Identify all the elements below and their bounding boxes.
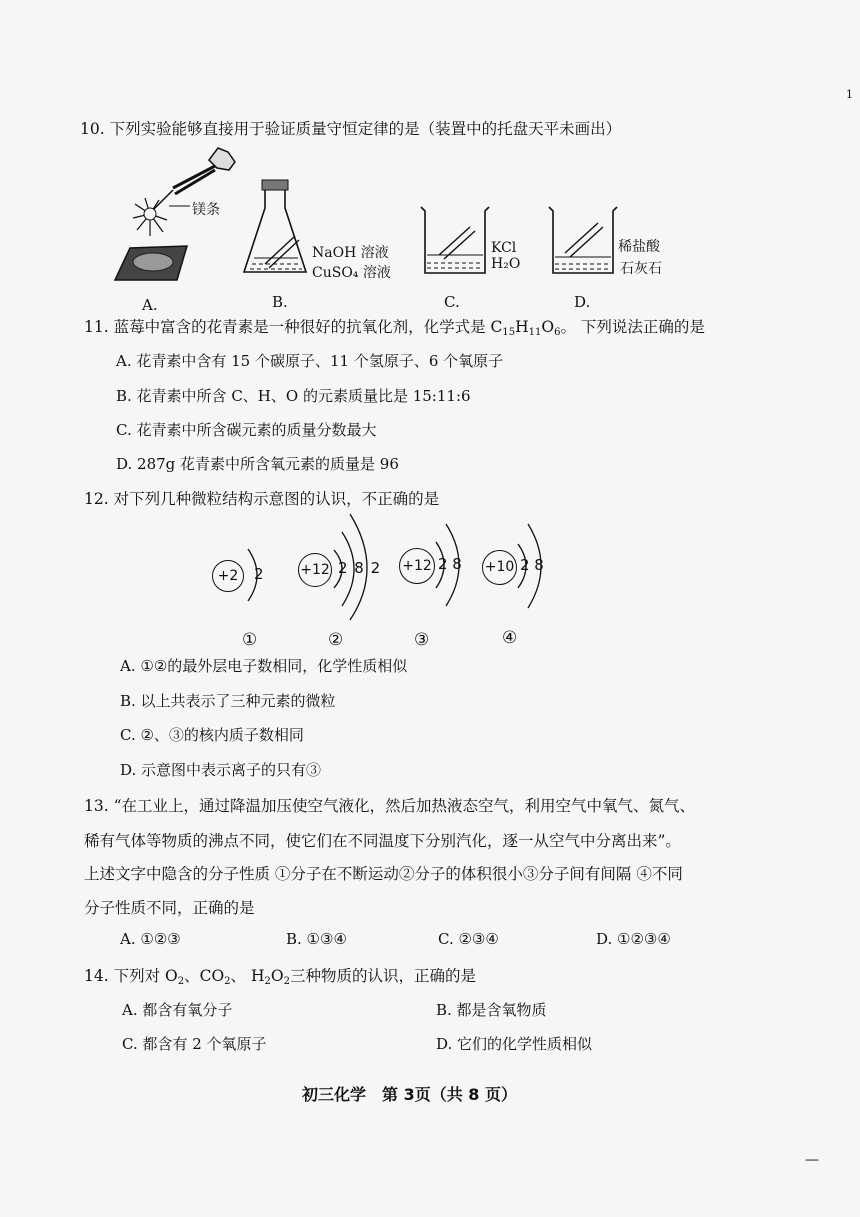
atom-3-nucleus: +12 [399, 548, 435, 584]
q11-formula-c: 15 [502, 327, 516, 338]
label-naoh-solution: NaOH 溶液 [312, 245, 389, 261]
q11-stem [84, 315, 705, 338]
q14-h-sub: 2 [264, 976, 271, 987]
q11-formula-h: H [515, 318, 529, 336]
q12-stem: 12. 对下列几种微粒结构示意图的认识，不正确的是 [84, 490, 440, 508]
q11-formula-h-count: 11 [528, 327, 542, 338]
label-h2o: H₂O [491, 256, 521, 272]
atom-4-label: ④ [502, 628, 518, 648]
q11-option-b: B. 花青素中所含 C、H、O 的元素质量比是 15:11:6 [116, 387, 471, 405]
q14-stem [84, 964, 476, 987]
atom-3-electrons: 2 8 [438, 555, 462, 573]
q10-apparatus-c [415, 205, 495, 277]
q13-option-a: A. ①②③ [120, 930, 181, 948]
label-kcl: KCl [491, 240, 517, 256]
q10-apparatus-b [240, 178, 320, 278]
q11-formula-o-count: 6 [554, 327, 561, 338]
q11-option-d: D. 287g 花青素中所含氧元素的质量是 96 [116, 455, 399, 473]
q14-o-sub: 2 [283, 976, 290, 987]
q10-choice-d: D. [574, 293, 591, 311]
q13-line-2: 稀有气体等物质的沸点不同，使它们在不同温度下分别汽化，逐一从空气中分离出来”。 [84, 832, 681, 850]
q13-line-4: 分子性质不同，正确的是 [84, 899, 255, 917]
q14-option-d: D. 它们的化学性质相似 [436, 1035, 593, 1053]
q14-stem-h2o2: 、 H [230, 967, 265, 985]
label-dilute-hcl: 稀盐酸 [618, 239, 660, 255]
q13-option-c: C. ②③④ [438, 930, 499, 948]
q10-choice-c: C. [444, 293, 460, 311]
q14-stem-co2: 、CO [184, 967, 225, 985]
q13-option-d: D. ①②③④ [596, 930, 671, 948]
q10-stem: 10. 下列实验能够直接用于验证质量守恒定律的是（装置中的托盘天平未画出） [80, 120, 622, 138]
q13-option-b: B. ①③④ [286, 930, 347, 948]
atom-2-nucleus: +12 [298, 553, 332, 587]
atom-1-nucleus: +2 [212, 560, 244, 592]
q11-stem-text: 11. 蓝莓中富含的花青素是一种很好的抗氧化剂，化学式是 C [84, 318, 503, 336]
q10-apparatus-d [543, 205, 623, 277]
q14-stem-start: 14. 下列对 O [84, 967, 178, 985]
page-footer: 初三化学 第 3页（共 8 页） [302, 1085, 517, 1104]
label-limestone: 石灰石 [620, 261, 662, 277]
q12-option-c: C. ②、③的核内质子数相同 [120, 726, 304, 744]
q14-option-c: C. 都含有 2 个氧原子 [122, 1035, 267, 1053]
atom-2-electrons: 2 8 2 [338, 559, 382, 577]
q13-line-3: 上述文字中隐含的分子性质 ①分子在不断运动②分子的体积很小③分子间有间隔 ④不同 [84, 865, 683, 883]
q10-choice-a: A. [142, 296, 158, 314]
q12-option-b: B. 以上共表示了三种元素的微粒 [120, 692, 336, 710]
atom-4-nucleus: +10 [482, 550, 517, 585]
q14-stem-o: O [270, 967, 284, 985]
q11-formula-o: O [541, 318, 555, 336]
atom-1-label: ① [242, 630, 258, 650]
label-cuso4-solution: CuSO₄ 溶液 [312, 265, 391, 281]
atom-3-label: ③ [414, 630, 430, 650]
q13-line-1: 13. “在工业上，通过降温加压使空气液化，然后加热液态空气，利用空气中氧气、氮气、 [84, 797, 696, 815]
q12-option-a: A. ①②的最外层电子数相同，化学性质相似 [120, 657, 408, 675]
q14-co2-sub: 2 [224, 976, 231, 987]
atom-2-label: ② [328, 630, 344, 650]
q14-option-b: B. 都是含氧物质 [436, 1001, 547, 1019]
page-corner-mark: 1 [846, 88, 853, 101]
atom-4-electrons: 2 8 [520, 556, 544, 574]
q10-choice-b: B. [272, 293, 288, 311]
label-magnesium-ribbon: 镁条 [192, 202, 220, 218]
q11-option-a: A. 花青素中含有 15 个碳原子、11 个氢原子、6 个氧原子 [116, 352, 504, 370]
q14-o2-sub: 2 [177, 976, 185, 987]
q14-stem-end: 三种物质的认识，正确的是 [289, 967, 476, 985]
atom-1-electrons: 2 [254, 565, 264, 583]
q10-apparatus-a [105, 140, 255, 295]
q11-stem-tail: 。 下列说法正确的是 [560, 318, 705, 336]
q11-option-c: C. 花青素中所含碳元素的质量分数最大 [116, 421, 377, 439]
q14-option-a: A. 都含有氧分子 [122, 1001, 233, 1019]
bottom-corner-mark: — [805, 1152, 819, 1168]
q12-option-d: D. 示意图中表示离子的只有③ [120, 761, 322, 779]
